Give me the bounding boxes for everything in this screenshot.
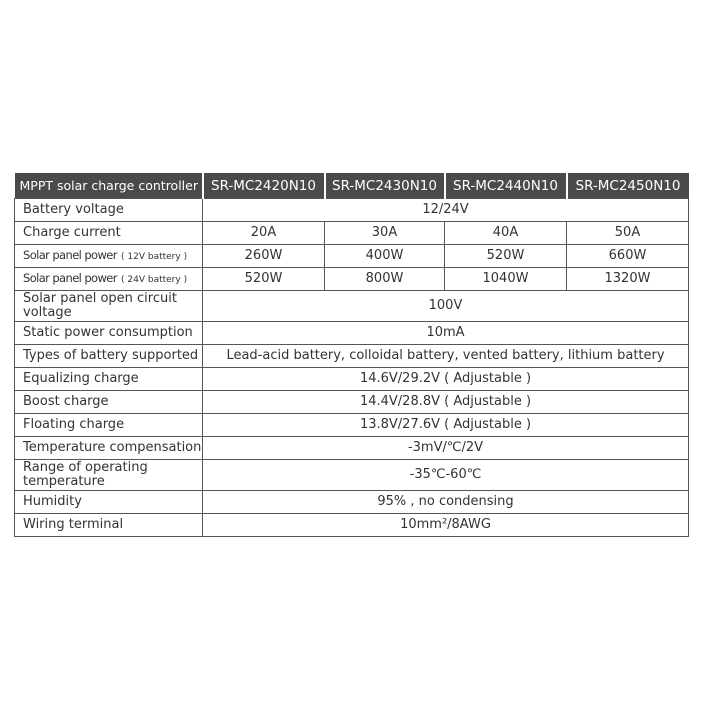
row-value: 30A bbox=[325, 222, 445, 245]
header-corner: MPPT solar charge controller bbox=[15, 173, 203, 199]
table-row bbox=[15, 345, 689, 368]
row-value: 12/24V bbox=[203, 199, 689, 222]
table-row bbox=[15, 291, 689, 322]
header-row bbox=[15, 173, 689, 199]
header-model: SR-MC2440N10 bbox=[445, 173, 567, 199]
table-row bbox=[15, 414, 689, 437]
row-value: 10mA bbox=[203, 322, 689, 345]
row-value: 1320W bbox=[567, 268, 689, 291]
table-row bbox=[15, 437, 689, 460]
row-label: Humidity bbox=[15, 491, 203, 514]
spec-table bbox=[14, 173, 689, 537]
header-model: SR-MC2450N10 bbox=[567, 173, 689, 199]
row-label bbox=[15, 245, 203, 268]
row-value: 660W bbox=[567, 245, 689, 268]
table-row bbox=[15, 460, 689, 491]
table-row bbox=[15, 391, 689, 414]
header-model: SR-MC2430N10 bbox=[325, 173, 445, 199]
table-row bbox=[15, 368, 689, 391]
row-value: 520W bbox=[445, 245, 567, 268]
row-value: 100V bbox=[203, 291, 689, 322]
row-label: Wiring terminal bbox=[15, 514, 203, 537]
row-value: 50A bbox=[567, 222, 689, 245]
row-label: Equalizing charge bbox=[15, 368, 203, 391]
row-value: 20A bbox=[203, 222, 325, 245]
row-value: 10mm²/8AWG bbox=[203, 514, 689, 537]
row-label: Boost charge bbox=[15, 391, 203, 414]
row-label: Temperature compensation bbox=[15, 437, 203, 460]
table-row bbox=[15, 514, 689, 537]
row-value: 520W bbox=[203, 268, 325, 291]
row-label-text: Solar panel power bbox=[23, 271, 117, 285]
row-value: 13.8V/27.6V ( Adjustable ) bbox=[203, 414, 689, 437]
row-label: Floating charge bbox=[15, 414, 203, 437]
row-label-note: ( 24V battery ) bbox=[121, 275, 188, 285]
row-value: Lead-acid battery, colloidal battery, vented battery, lithium battery bbox=[203, 345, 689, 368]
row-label: Types of battery supported bbox=[15, 345, 203, 368]
table-row bbox=[15, 199, 689, 222]
row-value: 1040W bbox=[445, 268, 567, 291]
row-value: 800W bbox=[325, 268, 445, 291]
row-value: 14.6V/29.2V ( Adjustable ) bbox=[203, 368, 689, 391]
row-value: 400W bbox=[325, 245, 445, 268]
row-label: Static power consumption bbox=[15, 322, 203, 345]
table-row bbox=[15, 322, 689, 345]
header-model: SR-MC2420N10 bbox=[203, 173, 325, 199]
row-label bbox=[15, 268, 203, 291]
table-row bbox=[15, 491, 689, 514]
row-label: Range of operating temperature bbox=[15, 460, 203, 491]
row-label-note: ( 12V battery ) bbox=[121, 252, 188, 262]
row-value: 14.4V/28.8V ( Adjustable ) bbox=[203, 391, 689, 414]
row-value: -35℃-60℃ bbox=[203, 460, 689, 491]
row-label-text: Solar panel power bbox=[23, 248, 117, 262]
row-label: Charge current bbox=[15, 222, 203, 245]
row-value: 95% , no condensing bbox=[203, 491, 689, 514]
row-value: -3mV/℃/2V bbox=[203, 437, 689, 460]
table-row bbox=[15, 245, 689, 268]
row-label: Solar panel open circuit voltage bbox=[15, 291, 203, 322]
row-label: Battery voltage bbox=[15, 199, 203, 222]
table-row bbox=[15, 222, 689, 245]
table-row bbox=[15, 268, 689, 291]
row-value: 260W bbox=[203, 245, 325, 268]
row-value: 40A bbox=[445, 222, 567, 245]
